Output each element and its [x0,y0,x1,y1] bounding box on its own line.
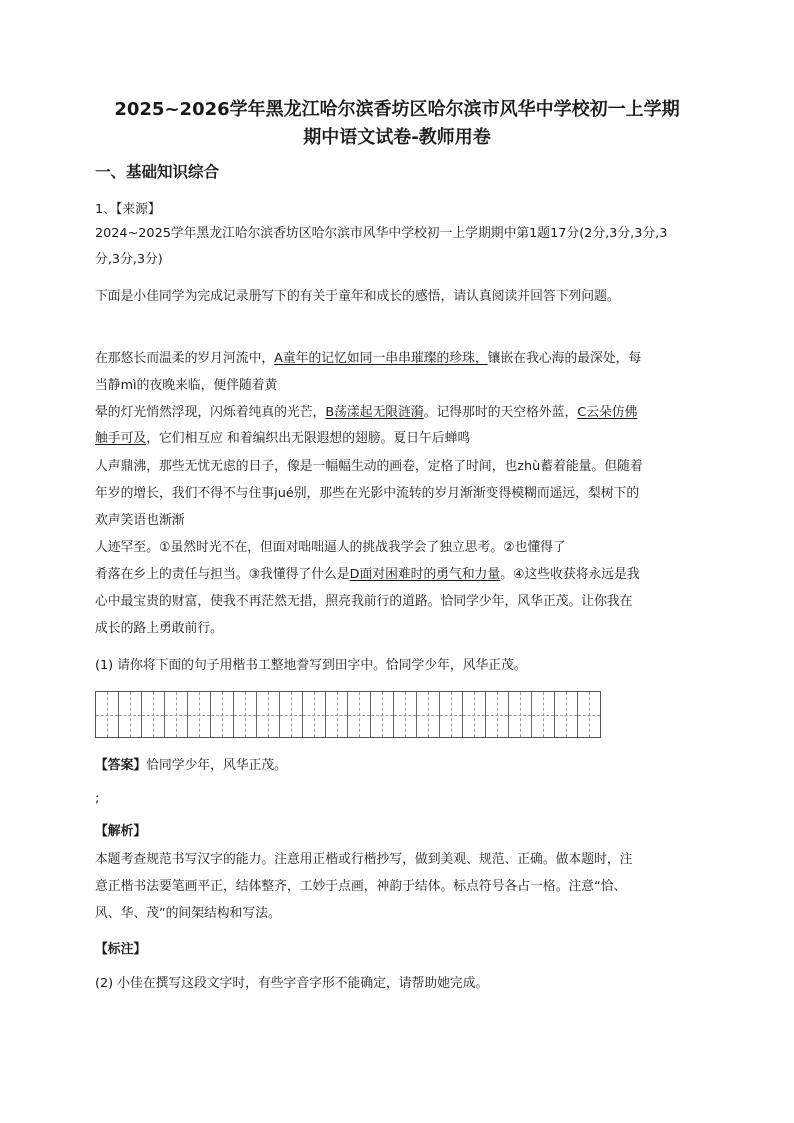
tianzige-grid [95,691,601,738]
passage-text: 镶嵌在我心海的最深处，每 [487,351,642,366]
grid-cell [509,692,532,737]
grid-cell [417,692,440,737]
passage-underlined-c: C云朵仿佛 [577,405,638,420]
analysis-line2: 意正楷书法要笔画平正，结体整齐，工妙于点画，神韵于结体。标点符号各占一格。注意“恰、 [95,879,627,894]
passage-underlined-b: B荡漾起无限涟漪 [325,405,424,420]
passage-line8: 人迹罕至。①虽然时光不在，但面对咄咄逼人的挑战我学会了独立思考。②也懂得了 [95,540,566,555]
grid-cell [119,692,142,737]
grid-cell [348,692,371,737]
analysis-label: 【解析】 [95,824,147,839]
passage-underlined-a: A童年的记忆如同一串串璀璨的珍珠， [274,351,488,366]
passage-underlined-d: D面对困难时的勇气和力量 [349,567,501,582]
grid-cell [165,692,188,737]
analysis-line3: 风、华、茂”的间架结构和写法。 [95,906,281,921]
grid-cell [303,692,326,737]
grid-cell [234,692,257,737]
grid-cell [440,692,463,737]
grid-cell [280,692,303,737]
analysis-line1: 本题考查规范书写汉字的能力。注意用正楷或行楷抄写，做到美观、规范、正确。做本题时，注 [95,852,633,867]
grid-cell [142,692,165,737]
question-number: 1、【来源】 [95,202,161,217]
passage-line5: 人声鼎沸，那些无忧无虑的日子，像是一幅幅生动的画卷，定格了时间，也zhù蓄着能量。但随着 [95,459,643,474]
passage-text: 在那悠长而温柔的岁月河流中， [95,351,275,366]
passage-line3 [95,403,637,423]
subquestion2-prompt: (2) 小佳在撰写这段文字时，有些字音字形不能确定，请帮助她完成。 [95,976,489,991]
grid-cell [394,692,417,737]
passage-line4 [95,429,470,449]
passage-line2: 当静mì的夜晚来临，便伴随着黄 [95,378,278,393]
grid-cell [326,692,349,737]
grid-cell [257,692,280,737]
answer-text: 恰同学少年，风华正茂。 [146,758,287,773]
grid-cell [555,692,578,737]
grid-cell [96,692,119,737]
grid-cell [532,692,555,737]
question-intro: 下面是小佳同学为完成记录册写下的有关于童年和成长的感悟，请认真阅读并回答下列问题。 [95,289,620,304]
passage-line1 [95,349,641,369]
answer-semicolon: ; [95,791,100,806]
question-source-line1: 2024~2025学年黑龙江哈尔滨香坊区哈尔滨市风华中学校初一上学期期中第1题17分(2分,3分,3分,3 [95,226,668,241]
document-title-line1: 2025~2026学年黑龙江哈尔滨香坊区哈尔滨市风华中学校初一上学期 [114,99,680,120]
subquestion1-prompt: (1) 请你将下面的句子用楷书工整地誊写到田字中。恰同学少年，风华正茂。 [95,658,527,673]
passage-text: 。④这些收获将永远是我 [500,567,640,582]
passage-underlined-c-cont: 触手可及 [95,431,147,446]
passage-text: 。记得那时的天空格外蓝， [423,405,578,420]
passage-line7: 欢声笑语也渐渐 [95,513,185,528]
passage-text: 肴落在乡上的责任与担当。③我懂得了什么是 [95,567,350,582]
passage-line10: 心中最宝贵的财富，使我不再茫然无措，照亮我前行的道路。恰同学少年，风华正茂。让你我在 [95,594,633,609]
note-label: 【标注】 [95,942,147,957]
document-title-line2: 期中语文试卷-教师用卷 [303,127,491,148]
passage-line11: 成长的路上勇敢前行。 [95,621,223,636]
section-heading: 一、基础知识综合 [95,163,220,181]
passage-line6: 年岁的增长，我们不得不与住事jué别，那些在光影中流转的岁月渐渐变得模糊而遥远，梨树下的 [95,486,640,501]
grid-cell [188,692,211,737]
passage-text: 晕的灯光悄然浮现，闪烁着纯真的光芒， [95,405,326,420]
grid-cell [486,692,509,737]
answer-label: 【答案】 [95,758,147,773]
grid-cell [371,692,394,737]
passage-line9 [95,565,640,585]
answer-line [95,756,287,776]
grid-cell [463,692,486,737]
question-source-line2: 分,3分,3分) [95,252,163,267]
grid-cell [578,692,600,737]
grid-cell [211,692,234,737]
passage-text: ，它们相互应 和着编织出无限遐想的翅膀。夏日午后蝉鸣 [146,431,471,446]
